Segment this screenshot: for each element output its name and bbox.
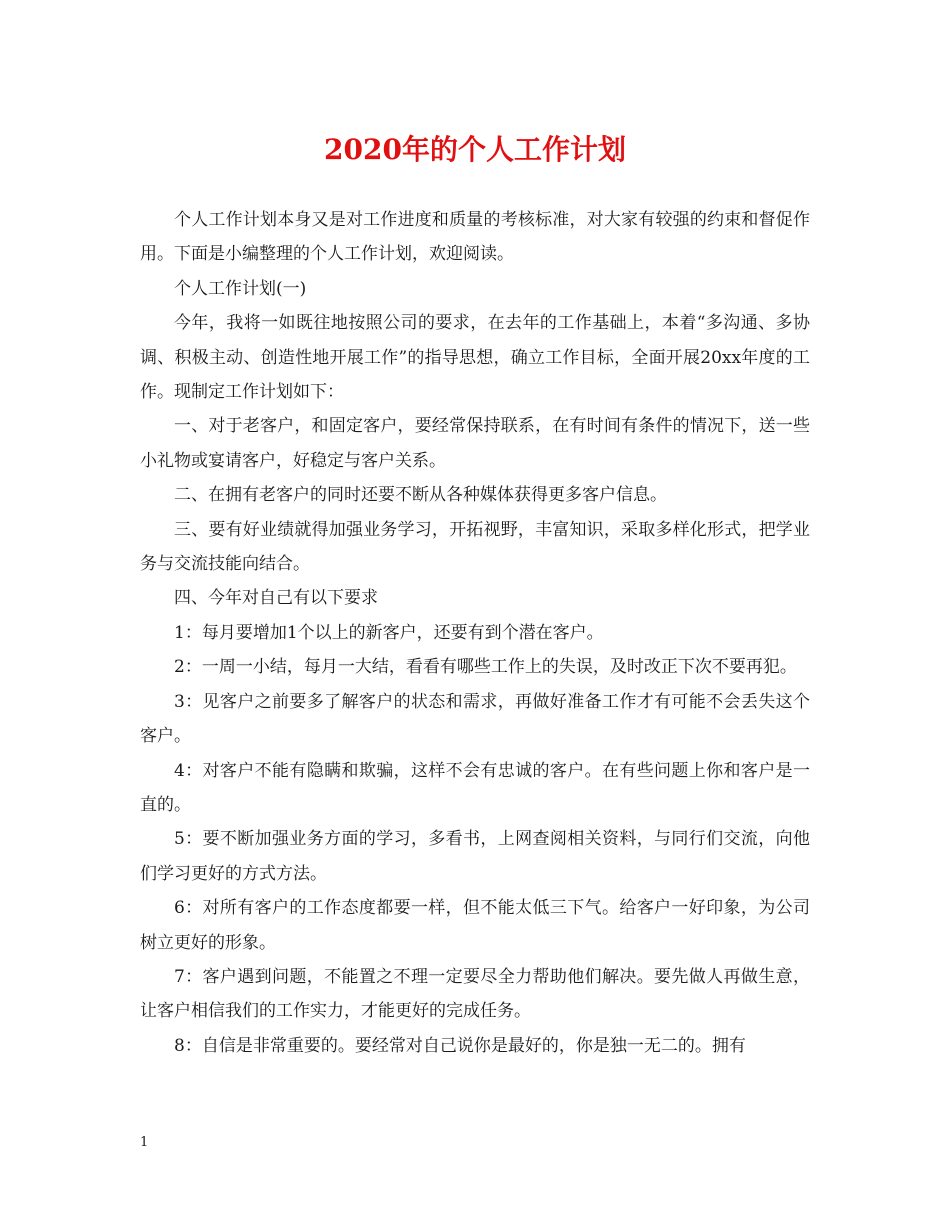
paragraph-overview: 今年，我将一如既往地按照公司的要求，在去年的工作基础上，本着“多沟通、多协调、积极主动、创造性地开展工作”的指导思想，确立工作目标，全面开展20xx年度的工作。现制定工作计划如下： — [140, 313, 810, 403]
document-title: 2020年的个人工作计划 — [324, 133, 626, 166]
requirement-6: 6：对所有客户的工作态度都要一样，但不能太低三下气。给客户一好印象，为公司树立更好的形象。 — [140, 898, 810, 953]
list-item-3: 三、要有好业绩就得加强业务学习，开拓视野，丰富知识，采取多样化形式，把学业务与交流技能向结合。 — [140, 519, 810, 575]
document-body — [140, 203, 810, 1063]
requirement-1: 1：每月要增加1个以上的新客户，还要有到个潜在客户。 — [174, 622, 604, 643]
list-item-4: 四、今年对自己有以下要求 — [174, 588, 378, 609]
requirement-7: 7：客户遇到问题，不能置之不理一定要尽全力帮助他们解决。要先做人再做生意，让客户相信我们的工作实力，才能更好的完成任务。 — [140, 966, 810, 1022]
requirement-3: 3：见客户之前要多了解客户的状态和需求，再做好准备工作才有可能不会丢失这个客户。 — [140, 691, 810, 747]
paragraph-intro: 个人工作计划本身又是对工作进度和质量的考核标准，对大家有较强的约束和督促作用。下面是小编整理的个人工作计划，欢迎阅读。 — [140, 210, 810, 265]
list-item-2: 二、在拥有老客户的同时还要不断从各种媒体获得更多客户信息。 — [174, 485, 667, 506]
section-heading: 个人工作计划(一) — [174, 278, 307, 299]
list-item-1: 一、对于老客户，和固定客户，要经常保持联系，在有时间有条件的情况下，送一些小礼物或宴请客户，好稳定与客户关系。 — [140, 416, 810, 471]
requirement-2: 2：一周一小结，每月一大结，看看有哪些工作上的失误，及时改正下次不要再犯。 — [174, 657, 797, 678]
page-number: 1 — [140, 1135, 149, 1150]
requirement-8: 8：自信是非常重要的。要经常对自己说你是最好的，你是独一无二的。拥有 — [174, 1035, 746, 1056]
requirement-4: 4：对客户不能有隐瞒和欺骗，这样不会有忠诚的客户。在有些问题上你和客户是一直的。 — [140, 760, 810, 815]
requirement-5: 5：要不断加强业务方面的学习，多看书，上网查阅相关资料，与同行们交流，向他们学习更好的方式方法。 — [140, 829, 810, 884]
